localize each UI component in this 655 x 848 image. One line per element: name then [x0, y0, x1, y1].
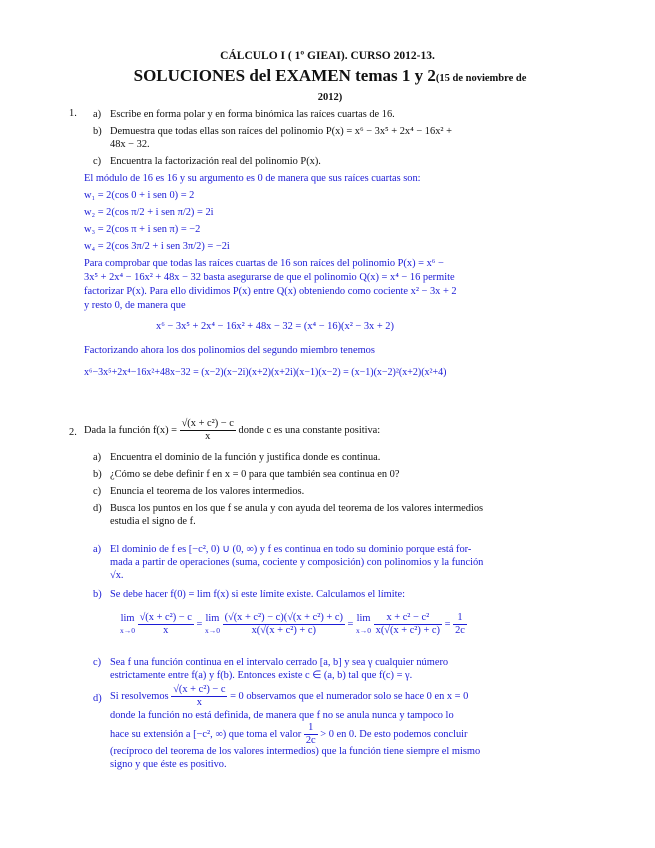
q2-sol-b-label: b): [93, 589, 102, 600]
q2-intro-post: donde c es una constante positiva:: [238, 424, 381, 436]
page-title: [70, 68, 590, 106]
q2-sol-a-label: a): [93, 544, 102, 555]
title-date-1: (15 de noviembre de: [435, 73, 527, 84]
q2-sol-b-line: Se debe hacer f(0) = lim f(x) si este límite existe. Calculamos el límite:: [110, 589, 405, 600]
q2-sol-d-line-5: signo y que éste es positivo.: [110, 759, 227, 770]
q2-sol-d-line-1: Si resolvemos $\frac{\text{√(x + c²) − c}}{x}$ = 0 observamos que el numerador solo se hace 0 en x = 0: [110, 684, 469, 708]
q1-equation: x⁶ − 3x⁵ + 2x⁴ − 16x² + 48x − 32 = (x⁴ − 16)(x² − 3x + 2): [156, 321, 394, 332]
course-header: CÁLCULO I ( 1º GIEAI). CURSO 2012-13.: [220, 50, 435, 62]
q1-b-text: Demuestra que todas ellas son raíces del polinomio P(x) = x⁶ − 3x⁵ + 2x⁴ − 16x² +: [110, 126, 452, 137]
q2-b-label: b): [93, 469, 102, 480]
lim2-fraction: $\frac{\text{(√(x + c²) − c)(√(x + c²) + c)}}{\text{x(√(x + c²) + c)}}$: [224, 612, 343, 636]
q2-intro-pre: Dada la función f(x) =: [84, 424, 177, 436]
q2-sol-d-line-4: (recíproco del teorema de los valores intermedios) que la función tiene siempre el mismo: [110, 746, 481, 757]
q1-factor-equation: x⁶−3x⁵+2x⁴−16x²+48x−32 = (x−2)(x−2i)(x+2)(x+2i)(x−1)(x−2) = (x−1)(x−2)²(x+2)(x²+4): [84, 367, 447, 378]
q2-sol-c-line-2: estrictamente entre f(a) y f(b). Entonces existe c ∈ (a, b) tal que f(c) = γ.: [110, 670, 413, 681]
q1-para-line-4: y resto 0, de manera que: [84, 300, 186, 311]
d-line3-fraction: $\frac{1}{2c}$: [305, 722, 316, 746]
q2-a-text: Encuentra el dominio de la función y justifica donde es continua.: [110, 452, 381, 463]
q1-para-line-2: 3x⁵ + 2x⁴ − 16x² + 48x − 32 basta asegurarse de que el polinomio Q(x) = x⁴ − 16 permite: [84, 272, 455, 283]
q2-d-text-2: estudia el signo de f.: [110, 516, 196, 527]
q1-para-line-1: Para comprobar que todas las raíces cuartas de 16 son raíces del polinomio P(x) = x⁶ −: [84, 258, 444, 269]
lim3-fraction: $\frac{\text{x + c² − c²}}{\text{x(√(x + c²) + c)}}$: [375, 612, 441, 636]
q2-a-label: a): [93, 452, 102, 463]
q1-a-label: a): [93, 109, 102, 120]
q1-root-2: w₂ = 2(cos π/2 + i sen π/2) = 2i: [84, 207, 214, 218]
lim-op-2: lim x→0: [204, 612, 220, 635]
lim1-fraction: $\frac{\text{√(x + c²) − c}}{x}$: [139, 612, 192, 636]
title-date-2: 2012): [317, 92, 343, 103]
q1-root-1: w₁ = 2(cos 0 + i sen 0) = 2: [84, 190, 195, 201]
q1-a-text: Escribe en forma polar y en forma binómica las raíces cuartas de 16.: [110, 109, 395, 120]
q2-d-text: Busca los puntos en los que f se anula y con ayuda del teorema de los valores intermedios: [110, 503, 484, 514]
q2-c-text: Enuncia el teorema de los valores intermedios.: [110, 486, 305, 497]
q2-limit-chain: lim x→0 $\frac{\text{√(x + c²) − c}}{x}$ = lim x→0 $\frac{\text{(√(x + c²) − c)(√(x + c²) + c)}}{\text{x(√(x + c²) + c)}}$ = lim x→0 $\frac{\text{x + c² − c²}}{\text{x(√(x + c²) + c)}}$ = $\frac{1}{2c}$: [120, 612, 465, 636]
q2-intro-frac-num: √(x + c²) − c: [181, 418, 234, 429]
q1-root-4: w₄ = 2(cos 3π/2 + i sen 3π/2) = −2i: [84, 241, 230, 252]
q2-sol-a-line-3: √x.: [110, 570, 124, 581]
lim-op-1: lim x→0: [120, 612, 135, 635]
q2-b-text: ¿Cómo se debe definir f en x = 0 para que también sea continua en 0?: [110, 469, 400, 480]
title-text: SOLUCIONES del EXAMEN temas 1 y 2: [133, 66, 436, 85]
d-fraction: $\frac{\text{√(x + c²) − c}}{x}$: [173, 684, 226, 708]
q2-sol-d-line-2: donde la función no está definida, de manera que f no se anula nunca y tampoco lo: [110, 710, 454, 721]
q2-c-label: c): [93, 486, 102, 497]
q2-intro: [84, 418, 380, 443]
q2-sol-d-label: d): [93, 693, 102, 704]
q1-sol-intro: El módulo de 16 es 16 y su argumento es 0 de manera que sus raíces cuartas son:: [84, 173, 421, 184]
q2-sol-a-line-2: mada a partir de operaciones (suma, cociente y composición) con polinomios y la función: [110, 557, 484, 568]
q1-c-text: Encuentra la factorización real del polinomio P(x).: [110, 156, 321, 167]
q1-number: 1.: [69, 108, 77, 119]
q1-para-line-3: factorizar P(x). Para ello dividimos P(x) entre Q(x) obteniendo como cociente x² − 3x + 2: [84, 286, 457, 297]
q2-sol-a-line-1: El dominio de f es [−c², 0) ∪ (0, ∞) y f es continua en todo su dominio porque está for-: [110, 544, 472, 555]
q2-intro-frac-den: x: [205, 431, 211, 442]
q1-b-text-2: 48x − 32.: [110, 139, 150, 150]
q2-sol-c-line-1: Sea f una función continua en el intervalo cerrado [a, b] y sea γ cualquier número: [110, 657, 449, 668]
lim-op-3: lim x→0: [356, 612, 372, 635]
q2-sol-c-label: c): [93, 657, 102, 668]
q2-sol-d-line-3: hace su extensión a [−c², ∞) que toma el valor $\frac{1}{2c}$ > 0 en 0. De esto podemos concluir: [110, 722, 468, 746]
q1-root-3: w₃ = 2(cos π + i sen π) = −2: [84, 224, 201, 235]
q2-intro-fraction: [180, 418, 236, 443]
q1-c-label: c): [93, 156, 102, 167]
q2-number: 2.: [69, 427, 77, 438]
lim-result-fraction: $\frac{1}{2c}$: [455, 612, 465, 636]
q1-factor-intro: Factorizando ahora los dos polinomios del segundo miembro tenemos: [84, 345, 375, 356]
q2-d-label: d): [93, 503, 102, 514]
q1-b-label: b): [93, 126, 102, 137]
